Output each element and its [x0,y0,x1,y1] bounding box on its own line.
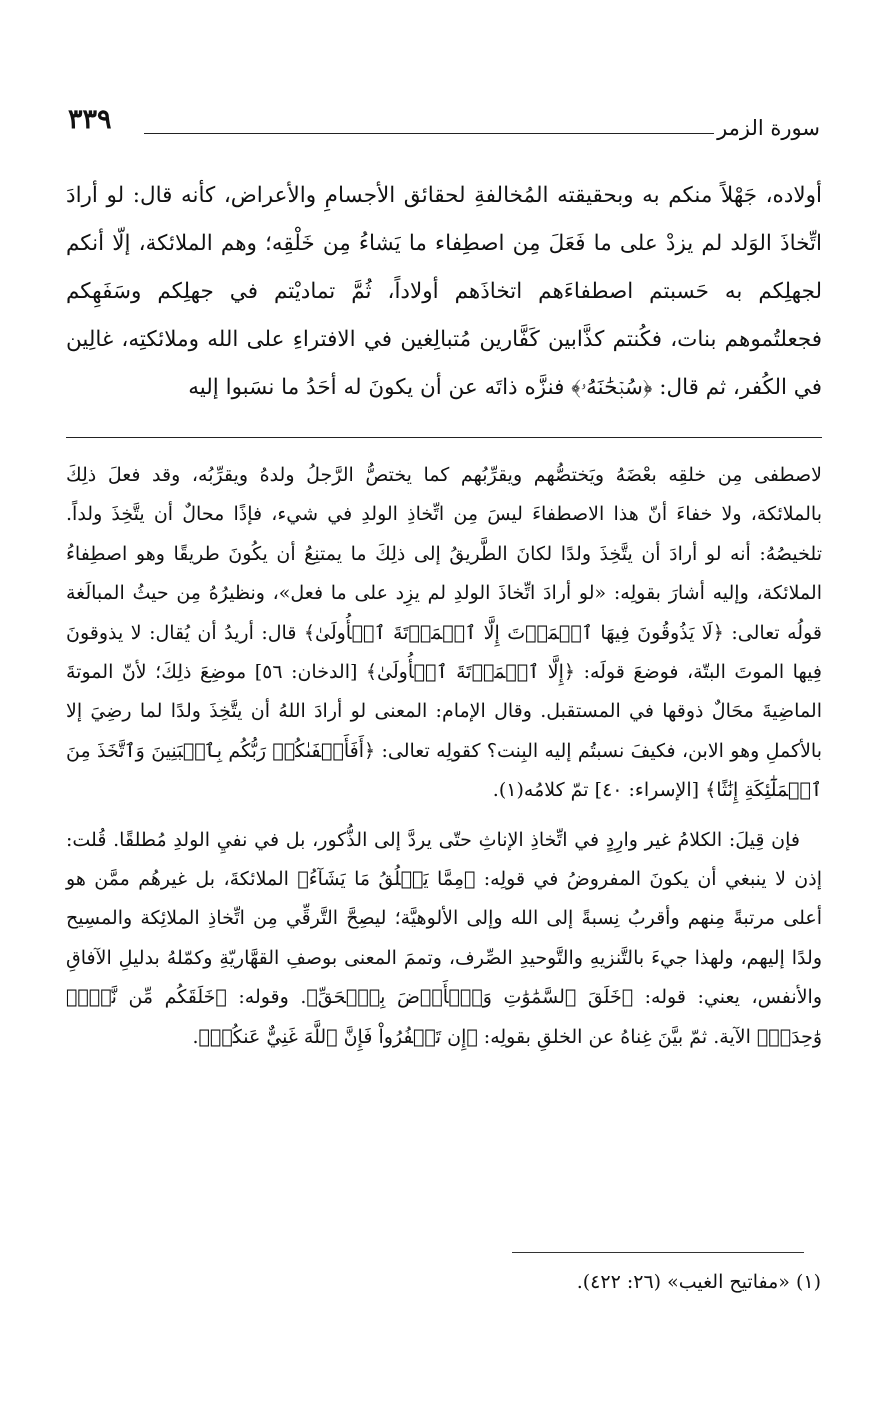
header-rule [144,133,714,134]
main-paragraph: أولاده، جَهْلاً منكم به وبحقيقته المُخالفةِ لحقائق الأجسامِ والأعراض، كأنه قال: لو أرادَ اتِّخاذَ الوَلد لم يزدْ على ما فَعَلَ مِن اصطِفاء ما يَشاءُ مِن خَلْقِه؛ وهم الملائكة، إلّا أنكم لجهلِكم به حَسبتم اصطفاءَهم اتخاذَهم أولاداً، ثُمَّ تماديْتم في جهلِكم وسَفَهِكم فجعلتُموهم بنات، فكُنتم كذَّابين كَفَّارين مُتبالِغين في الافتراءِ على الله وملائكتِه، غالِين في الكُفر، ثم قال: ﴿سُبۡحَٰنَهُۥ﴾ فنزَّه ذاتَه عن أن يكونَ له أحَدُ ما نسَبوا إليه [66,183,822,400]
footnote: (١) «مفاتيح الغيب» (٢٦: ٤٢٢). [576,1271,821,1293]
surah-name: سورة الزمر [717,116,820,140]
commentary-paragraph-1: لاصطفى مِن خلقِه بعْضَهُ ويَختصُّهم ويقرِّبُهم كما يختصُّ الرَّجلُ ولدهُ ويقرِّبُه، وقد فعلَ ذلِكَ بالملائكة، ولا خفاءَ أنّ هذا الاصطفاءَ ليسَ مِن اتِّخاذِ الولدِ في شيء، فإذًا محالٌ أن يتَّخِذَ ولداً. تلخيصُهُ: أنه لو أرادَ أن يتَّخِذَ ولدًا لكانَ الطَّريقُ إلى ذلِكَ ما يمتنِعُ أن يكُونَ طريقًا وهو اصطِفاءُ الملائكة، وإليه أشارَ بقولِه: «لو أرادَ اتِّخاذَ الولدِ لم يزِد على ما فعل»، ونظيرُهُ مِن حيثُ المبالَغة قولُه تعالى: ﴿لَا يَذُوقُونَ فِيهَا ٱلۡمَوۡتَ إِلَّا ٱلۡمَوۡتَةَ ٱلۡأُولَىٰ﴾ قال: أريدُ أن يُقال: لا يذوقونَ فِيها الموتَ البتّة، فوضعَ قولَه: ﴿إِلَّا ٱلۡمَوۡتَةَ ٱلۡأُولَىٰ﴾ [الدخان: ٥٦] موضِعَ ذلِكَ؛ لأنّ الموتةَ الماضِيةَ محَالٌ ذوقها في المستقبل. وقال الإمام: المعنى لو أرادَ اللهُ أن يتَّخِذَ ولدًا لما رضِيَ إلا بالأكملِ وهو الابن، فكيفَ نسبتُم إليه البِنت؟ كقولِه تعالى: ﴿أَفَأَصۡفَىٰكُمۡ رَبُّكُم بِٱلۡبَنِينَ وَٱتَّخَذَ مِنَ ٱلۡمَلَٰٓئِكَةِ إِنَٰثًا﴾ [الإسراء: ٤٠] تمّ كلامُه(١). [66,464,822,802]
footnote-rule [512,1252,804,1253]
section-divider [66,437,822,438]
commentary-paragraph-2: فإن قِيلَ: الكلامُ غير وارِدٍ في اتِّخاذِ الإناثِ حتّى يردَّ إلى الذُّكور، بل في نفيِ الولدِ مُطلقًا. قُلت: إذن لا ينبغي أن يكونَ المفروضُ في قولِه: ﴿مِمَّا يَخۡلُقُ مَا يَشَآءُ﴾ الملائكةَ، بل غيرهُم ممَّن هو أعلى مرتبةً مِنهم وأقربُ نِسبةً إلى الله وإلى الألوهيَّة؛ ليصِحَّ التَّرقِّي مِن اتِّخاذِ الملائِكة والمسِيح ولدًا إليهم، ولهذا جيءَ بالتَّنزيهِ والتَّوحيدِ الصِّرف، وتممَ المعنى بوصفِ القهَّاريّةِ وكمّلهُ بدليلِ الآفاقِ والأنفس، يعني: قوله: ﴿خَلَقَ ٱلسَّمَٰوَٰتِ وَٱلۡأَرۡضَ بِٱلۡحَقِّ﴾. وقوله: ﴿خَلَقَكُم مِّن نَّفۡسٖ وَٰحِدَةٖ﴾ الآية. ثمّ بيَّنَ غِناهُ عن الخلقِ بقولِه: ﴿إِن تَكۡفُرُواْ فَإِنَّ ٱللَّهَ غَنِيٌّ عَنكُمۡ﴾. [66,828,822,1048]
page-number: ٣٣٩ [68,104,112,135]
commentary-block [66,456,822,1057]
page-header [68,100,820,160]
main-text-block [66,172,822,412]
